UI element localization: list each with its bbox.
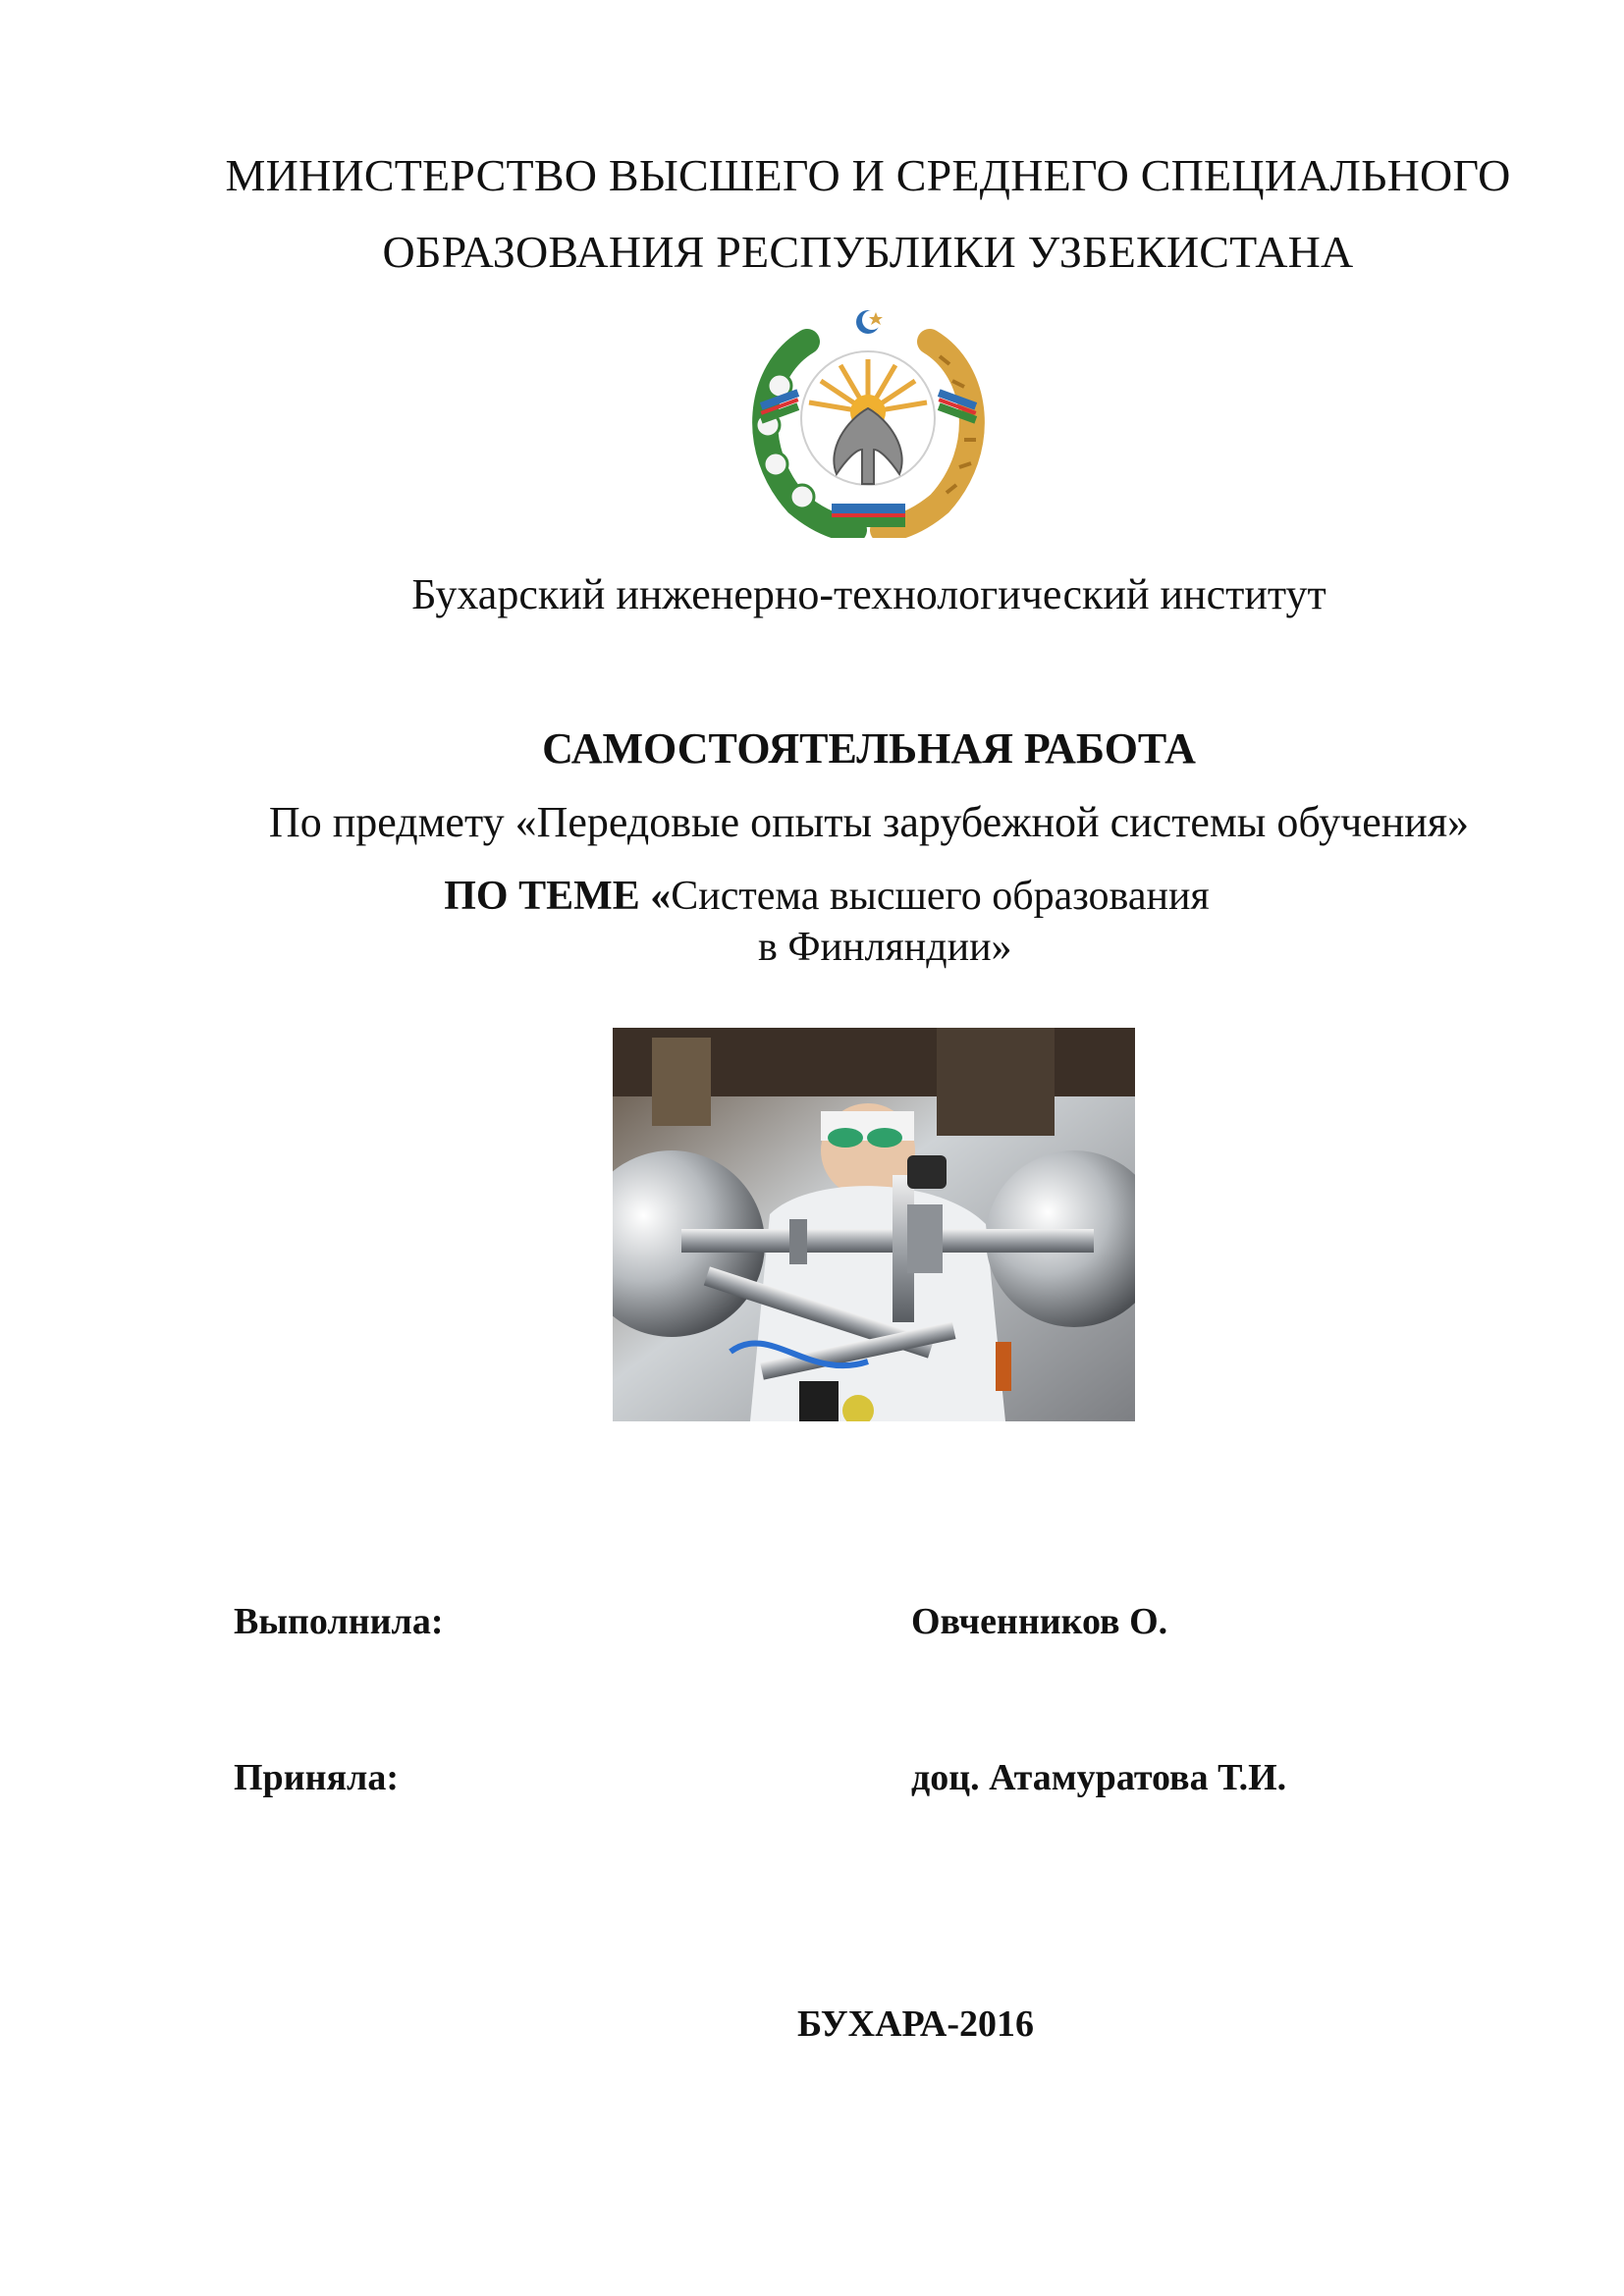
state-emblem-icon (738, 302, 999, 538)
performed-by-name: Овченников О. (911, 1601, 1168, 1642)
topic-line-1 (0, 873, 1624, 920)
topic-line-2: в Финляндии» (758, 925, 1012, 970)
document-title: САМОСТОЯТЕЛЬНАЯ РАБОТА (542, 724, 1196, 773)
topic-text-1: Система высшего образования (671, 874, 1210, 919)
institute-name: Бухарский инженерно-технологический институт (411, 570, 1326, 618)
ministry-line-2: ОБРАЗОВАНИЯ РЕСПУБЛИКИ УЗБЕКИСТАНА (382, 227, 1354, 277)
accepted-by-name: доц. Атамуратова Т.И. (911, 1757, 1287, 1798)
accepted-by-label: Приняла: (234, 1757, 400, 1798)
ministry-line-1: МИНИСТЕРСТВО ВЫСШЕГО И СРЕДНЕГО СПЕЦИАЛЬНОГО (225, 150, 1511, 200)
topic-prefix: ПО ТЕМЕ « (444, 874, 672, 919)
subject-line: По предмету «Передовые опыты зарубежной системы обучения» (268, 798, 1470, 846)
laboratory-photo (613, 1028, 1135, 1421)
city-year: БУХАРА-2016 (797, 2003, 1035, 2045)
performed-by-label: Выполнила: (234, 1601, 444, 1642)
